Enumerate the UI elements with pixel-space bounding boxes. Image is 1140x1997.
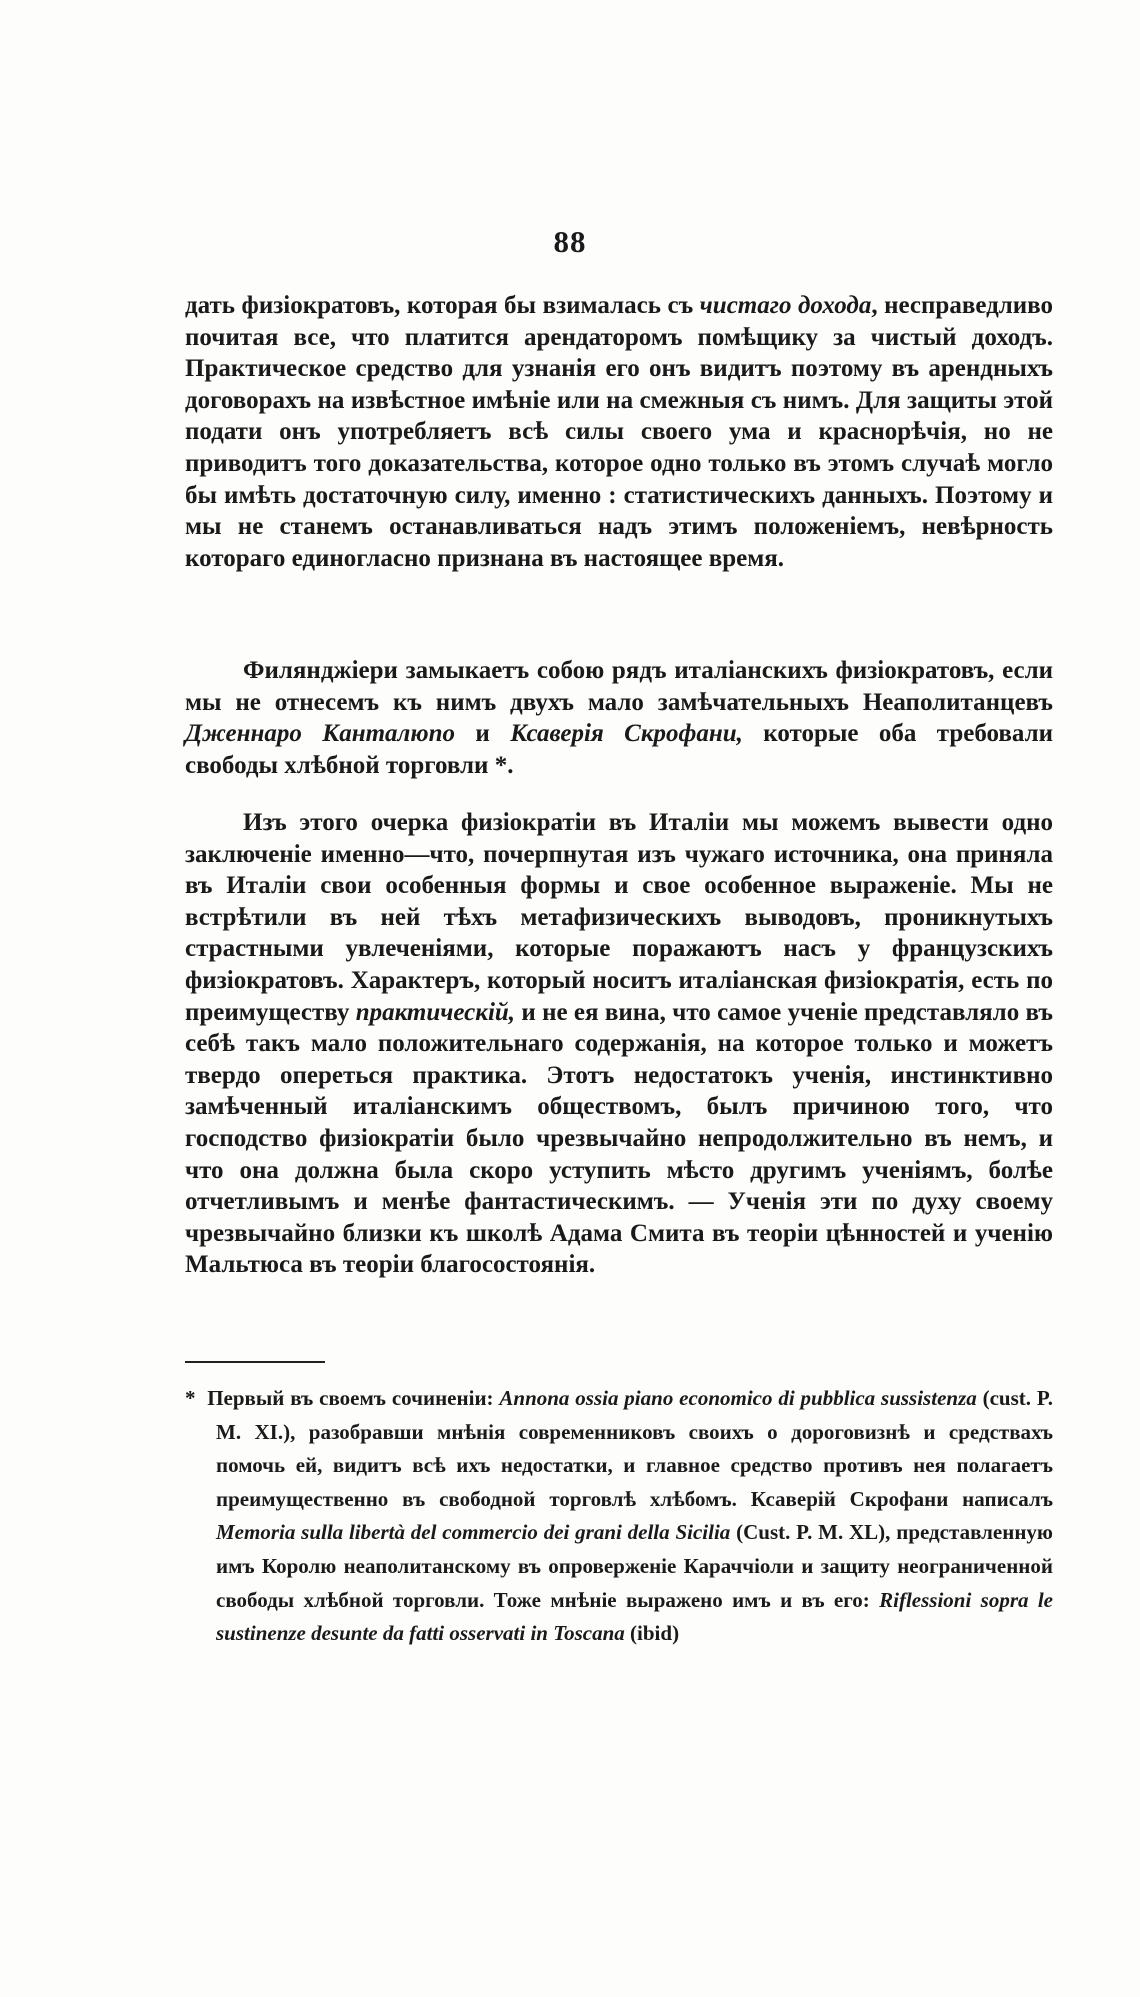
footnote-marker: * bbox=[185, 1386, 196, 1410]
p2-emphasis-1: Дженнаро Канталюпо bbox=[185, 720, 456, 748]
page-number: 88 bbox=[553, 224, 587, 259]
paragraph-2-text bbox=[185, 655, 1053, 781]
paragraph-continued bbox=[185, 290, 1053, 574]
fn-emphasis-3: Riflessioni sopra le sustinenze desunte da fatti osservati in Toscana bbox=[216, 1587, 1054, 1646]
p1-run-2: , несправедливо почитая все, что платится арендаторомъ помѣщику за чистый доходъ. Практическое средство для узнанія его онъ видитъ поэтому въ арендныхъ договорахъ на извѣстное имѣніе или на смежныя съ нимъ. Для защиты этой подати онъ употребляетъ всѣ силы своего ума и краснорѣчія, но не приводитъ того доказательства, которое одно только въ этомъ случаѣ могло бы имѣть достаточную силу, именно : статистическихъ данныхъ. Поэтому и мы не станемъ останавливаться надъ этимъ положеніемъ, невѣрность котораго единогласно признана въ настоящее время. bbox=[185, 292, 1053, 572]
paragraph-3 bbox=[185, 807, 1053, 1281]
p3-emphasis-1: практическій, bbox=[355, 998, 516, 1026]
fn-emphasis-1: Annona ossia piano economico di pubblica sussistenza bbox=[499, 1386, 977, 1410]
p2-run-1: Филянджіери замыкаетъ собою рядъ италіанскихъ физіократовъ, если мы не отнесемъ къ нимъ двухъ мало замѣчательныхъ Неаполитанцевъ bbox=[185, 657, 1053, 716]
p2-emphasis-2: Ксаверія Скрофани, bbox=[510, 720, 743, 748]
p1-emphasis-1: чистаго дохода bbox=[699, 292, 872, 319]
paragraph-3-text bbox=[185, 807, 1053, 1281]
fn-emphasis-2: Memoria sulla libertà del commercio dei grani della Sicilia bbox=[216, 1520, 731, 1545]
p1-run-1: дать физіократовъ, которая бы взималась съ bbox=[185, 292, 700, 319]
p3-run-2: и не ея вина, что самое ученіе представляло въ себѣ такъ мало положительнаго содержанія, на которое только и можетъ твердо опереться практика. Этотъ недостатокъ ученія, инстинктивно замѣченный италіанскимъ обществомъ, былъ причиною того, что господство физіократіи было чрезвычайно непродолжительно въ немъ, и что она должна была скоро уступить мѣсто другимъ ученіямъ, болѣе отчетливымъ и менѣе фантастическимъ. — Ученія эти по духу своему чрезвычайно близки къ школѣ Адама Смита въ теоріи цѣнностей и ученію Мальтюса въ теоріи благосостоянія. bbox=[185, 998, 1053, 1279]
paragraph-1-text bbox=[185, 290, 1053, 574]
footnote bbox=[185, 1382, 1053, 1651]
footnote-divider bbox=[185, 1361, 325, 1363]
fn-run-3: (Cust. P. M. XL), представленную имъ Королю неаполитанскому въ опроверженіе Караччіоли и защиту неограниченной свободы хлѣбной торговли. Тоже мнѣніе выражено имъ и въ его: bbox=[216, 1520, 1053, 1612]
footnote-text bbox=[185, 1382, 1053, 1651]
fn-run-1: Первый въ своемъ сочиненіи: bbox=[207, 1386, 500, 1410]
p3-run-1: Изъ этого очерка физіократіи въ Италіи мы можемъ вывести одно заключеніе именно—что, почерпнутая изъ чужаго источника, она приняла въ Италіи свои особенныя формы и свое особенное выраженіе. Мы не встрѣтили въ ней тѣхъ метафизическихъ выводовъ, проникнутыхъ страстными увлеченіями, которые поражаютъ насъ у французскихъ физіократовъ. Характеръ, который носитъ италіанская физіократія, есть по преимуществу bbox=[185, 809, 1053, 1026]
fn-run-2: (cust. P. M. XI.), разобравши мнѣнія современниковъ своихъ о дороговизнѣ и средствахъ помочь ей, видитъ всѣ ихъ недостатки, и главное средство противъ нея полагаетъ преимущественно въ свободной торговлѣ хлѣбомъ. Ксаверій Скрофани написалъ bbox=[216, 1386, 1054, 1511]
p2-run-2: и bbox=[455, 720, 511, 748]
fn-run-4: (ibid) bbox=[624, 1621, 680, 1646]
p2-run-3: которые оба требовали свободы хлѣбной торговли *. bbox=[185, 720, 1054, 779]
paragraph-2 bbox=[185, 655, 1053, 781]
